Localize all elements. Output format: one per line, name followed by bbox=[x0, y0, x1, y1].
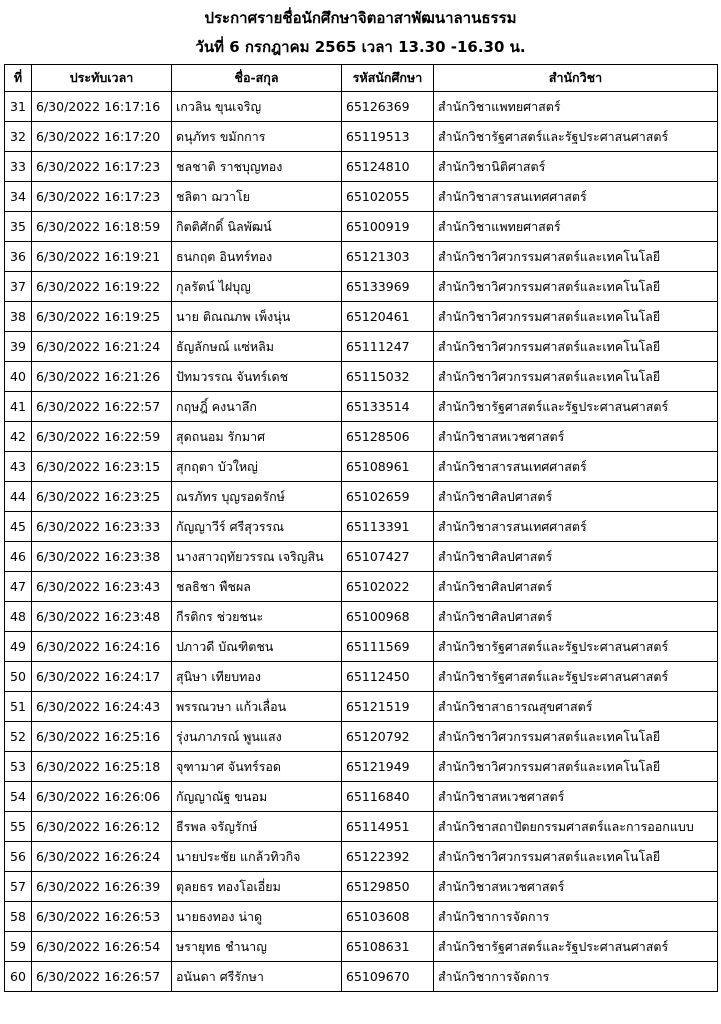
row-number: 32 bbox=[5, 122, 32, 152]
row-number: 52 bbox=[5, 722, 32, 752]
row-faculty: สำนักวิชาสารสนเทศศาสตร์ bbox=[434, 182, 718, 212]
table-row bbox=[5, 632, 718, 662]
row-timestamp: 6/30/2022 16:25:18 bbox=[32, 752, 172, 782]
table-row bbox=[5, 842, 718, 872]
row-student-id: 65133514 bbox=[342, 392, 434, 422]
table-row bbox=[5, 722, 718, 752]
row-number: 48 bbox=[5, 602, 32, 632]
row-timestamp: 6/30/2022 16:26:57 bbox=[32, 962, 172, 992]
row-number: 33 bbox=[5, 152, 32, 182]
table-row bbox=[5, 362, 718, 392]
row-faculty: สำนักวิชาสถาปัตยกรรมศาสตร์และการออกแบบ bbox=[434, 812, 718, 842]
row-number: 53 bbox=[5, 752, 32, 782]
row-timestamp: 6/30/2022 16:17:23 bbox=[32, 152, 172, 182]
row-name: สุดถนอม รักมาศ bbox=[172, 422, 342, 452]
table-body bbox=[5, 92, 718, 992]
row-name: ธนกฤต อินทร์ทอง bbox=[172, 242, 342, 272]
row-faculty: สำนักวิชารัฐศาสตร์และรัฐประศาสนศาสตร์ bbox=[434, 122, 718, 152]
row-faculty: สำนักวิชาสาธารณสุขศาสตร์ bbox=[434, 692, 718, 722]
row-student-id: 65121949 bbox=[342, 752, 434, 782]
column-header-student-id: รหัสนักศึกษา bbox=[342, 65, 434, 92]
row-student-id: 65128506 bbox=[342, 422, 434, 452]
table-row bbox=[5, 182, 718, 212]
row-number: 57 bbox=[5, 872, 32, 902]
row-number: 56 bbox=[5, 842, 32, 872]
row-name: ชลชาติ ราชบุญทอง bbox=[172, 152, 342, 182]
row-timestamp: 6/30/2022 16:26:54 bbox=[32, 932, 172, 962]
row-name: กุลรัตน์ ไฝบุญ bbox=[172, 272, 342, 302]
row-timestamp: 6/30/2022 16:23:25 bbox=[32, 482, 172, 512]
row-student-id: 65111247 bbox=[342, 332, 434, 362]
row-timestamp: 6/30/2022 16:21:26 bbox=[32, 362, 172, 392]
table-row bbox=[5, 272, 718, 302]
row-timestamp: 6/30/2022 16:22:57 bbox=[32, 392, 172, 422]
table-row bbox=[5, 962, 718, 992]
row-student-id: 65115032 bbox=[342, 362, 434, 392]
row-timestamp: 6/30/2022 16:17:23 bbox=[32, 182, 172, 212]
row-name: นางสาวฤทัยวรรณ เจริญสิน bbox=[172, 542, 342, 572]
row-faculty: สำนักวิชารัฐศาสตร์และรัฐประศาสนศาสตร์ bbox=[434, 662, 718, 692]
row-name: นายประชัย แกล้วทิวกิจ bbox=[172, 842, 342, 872]
row-number: 35 bbox=[5, 212, 32, 242]
row-faculty: สำนักวิชาสหเวชศาสตร์ bbox=[434, 422, 718, 452]
row-number: 59 bbox=[5, 932, 32, 962]
row-student-id: 65120792 bbox=[342, 722, 434, 752]
row-student-id: 65100919 bbox=[342, 212, 434, 242]
row-number: 42 bbox=[5, 422, 32, 452]
row-number: 47 bbox=[5, 572, 32, 602]
row-number: 60 bbox=[5, 962, 32, 992]
row-faculty: สำนักวิชาวิศวกรรมศาสตร์และเทคโนโลยี bbox=[434, 752, 718, 782]
table-row bbox=[5, 932, 718, 962]
row-faculty: สำนักวิชาแพทยศาสตร์ bbox=[434, 92, 718, 122]
row-name: อนันดา ศรีรักษา bbox=[172, 962, 342, 992]
row-faculty: สำนักวิชาสารสนเทศศาสตร์ bbox=[434, 452, 718, 482]
row-faculty: สำนักวิชาสหเวชศาสตร์ bbox=[434, 782, 718, 812]
row-timestamp: 6/30/2022 16:23:43 bbox=[32, 572, 172, 602]
row-student-id: 65107427 bbox=[342, 542, 434, 572]
table-header-row bbox=[5, 65, 718, 92]
row-student-id: 65109670 bbox=[342, 962, 434, 992]
row-faculty: สำนักวิชาวิศวกรรมศาสตร์และเทคโนโลยี bbox=[434, 842, 718, 872]
row-student-id: 65121519 bbox=[342, 692, 434, 722]
row-number: 31 bbox=[5, 92, 32, 122]
table-row bbox=[5, 542, 718, 572]
row-timestamp: 6/30/2022 16:24:43 bbox=[32, 692, 172, 722]
table-row bbox=[5, 212, 718, 242]
table-row bbox=[5, 752, 718, 782]
row-timestamp: 6/30/2022 16:26:39 bbox=[32, 872, 172, 902]
row-number: 50 bbox=[5, 662, 32, 692]
row-timestamp: 6/30/2022 16:26:53 bbox=[32, 902, 172, 932]
row-name: พรรณวษา แก้วเลื่อน bbox=[172, 692, 342, 722]
row-student-id: 65102022 bbox=[342, 572, 434, 602]
row-student-id: 65122392 bbox=[342, 842, 434, 872]
row-student-id: 65108961 bbox=[342, 452, 434, 482]
table-row bbox=[5, 902, 718, 932]
row-timestamp: 6/30/2022 16:17:16 bbox=[32, 92, 172, 122]
row-number: 43 bbox=[5, 452, 32, 482]
row-faculty: สำนักวิชารัฐศาสตร์และรัฐประศาสนศาสตร์ bbox=[434, 392, 718, 422]
row-student-id: 65114951 bbox=[342, 812, 434, 842]
row-student-id: 65133969 bbox=[342, 272, 434, 302]
row-name: รุ่งนภาภรณ์ พูนแสง bbox=[172, 722, 342, 752]
row-number: 36 bbox=[5, 242, 32, 272]
row-timestamp: 6/30/2022 16:23:15 bbox=[32, 452, 172, 482]
row-faculty: สำนักวิชาสารสนเทศศาสตร์ bbox=[434, 512, 718, 542]
row-faculty: สำนักวิชารัฐศาสตร์และรัฐประศาสนศาสตร์ bbox=[434, 632, 718, 662]
row-number: 39 bbox=[5, 332, 32, 362]
row-timestamp: 6/30/2022 16:23:33 bbox=[32, 512, 172, 542]
row-name: กัญญาณัฐ ขนอม bbox=[172, 782, 342, 812]
row-student-id: 65102055 bbox=[342, 182, 434, 212]
row-student-id: 65112450 bbox=[342, 662, 434, 692]
table-row bbox=[5, 782, 718, 812]
row-name: ชลิตา ฌวาโย bbox=[172, 182, 342, 212]
row-timestamp: 6/30/2022 16:18:59 bbox=[32, 212, 172, 242]
row-number: 51 bbox=[5, 692, 32, 722]
row-number: 49 bbox=[5, 632, 32, 662]
row-timestamp: 6/30/2022 16:21:24 bbox=[32, 332, 172, 362]
row-faculty: สำนักวิชาศิลปศาสตร์ bbox=[434, 602, 718, 632]
column-header-faculty: สำนักวิชา bbox=[434, 65, 718, 92]
row-student-id: 65126369 bbox=[342, 92, 434, 122]
row-name: ชลธิชา พืชผล bbox=[172, 572, 342, 602]
row-name: ดนุภัทร ขมักการ bbox=[172, 122, 342, 152]
row-name: จุฑามาศ จันทร์รอด bbox=[172, 752, 342, 782]
table-row bbox=[5, 392, 718, 422]
page-subtitle-date: วันที่ 6 กรกฎาคม 2565 เวลา 13.30 -16.30 น. bbox=[195, 38, 526, 56]
table-row bbox=[5, 482, 718, 512]
row-faculty: สำนักวิชาศิลปศาสตร์ bbox=[434, 572, 718, 602]
row-faculty: สำนักวิชาวิศวกรรมศาสตร์และเทคโนโลยี bbox=[434, 242, 718, 272]
row-timestamp: 6/30/2022 16:26:12 bbox=[32, 812, 172, 842]
row-number: 54 bbox=[5, 782, 32, 812]
row-number: 40 bbox=[5, 362, 32, 392]
row-number: 55 bbox=[5, 812, 32, 842]
row-faculty: สำนักวิชาวิศวกรรมศาสตร์และเทคโนโลยี bbox=[434, 272, 718, 302]
row-name: สุกฤตา บัวใหญ่ bbox=[172, 452, 342, 482]
row-number: 45 bbox=[5, 512, 32, 542]
table-row bbox=[5, 242, 718, 272]
row-faculty: สำนักวิชาสหเวชศาสตร์ bbox=[434, 872, 718, 902]
row-name: ปัทมวรรณ จันทร์เดช bbox=[172, 362, 342, 392]
table-row bbox=[5, 452, 718, 482]
row-name: เกวลิน ขุนเจริญ bbox=[172, 92, 342, 122]
row-student-id: 65113391 bbox=[342, 512, 434, 542]
row-student-id: 65120461 bbox=[342, 302, 434, 332]
row-faculty: สำนักวิชาศิลปศาสตร์ bbox=[434, 542, 718, 572]
table-row bbox=[5, 332, 718, 362]
row-student-id: 65103608 bbox=[342, 902, 434, 932]
row-student-id: 65124810 bbox=[342, 152, 434, 182]
row-timestamp: 6/30/2022 16:19:25 bbox=[32, 302, 172, 332]
row-faculty: สำนักวิชาวิศวกรรมศาสตร์และเทคโนโลยี bbox=[434, 332, 718, 362]
row-student-id: 65111569 bbox=[342, 632, 434, 662]
row-faculty: สำนักวิชาวิศวกรรมศาสตร์และเทคโนโลยี bbox=[434, 302, 718, 332]
table-row bbox=[5, 812, 718, 842]
row-name: กฤษฎิ์ คงนาลึก bbox=[172, 392, 342, 422]
row-student-id: 65119513 bbox=[342, 122, 434, 152]
row-name: กิตติศักดิ์ นิลพัฒน์ bbox=[172, 212, 342, 242]
row-faculty: สำนักวิชาแพทยศาสตร์ bbox=[434, 212, 718, 242]
row-student-id: 65129850 bbox=[342, 872, 434, 902]
row-faculty: สำนักวิชารัฐศาสตร์และรัฐประศาสนศาสตร์ bbox=[434, 932, 718, 962]
row-name: ษรายุทธ ชำนาญ bbox=[172, 932, 342, 962]
row-name: กีรติกร ช่วยชนะ bbox=[172, 602, 342, 632]
table-row bbox=[5, 602, 718, 632]
row-number: 37 bbox=[5, 272, 32, 302]
row-name: ปภาวดี บัณฑิตชน bbox=[172, 632, 342, 662]
row-number: 38 bbox=[5, 302, 32, 332]
column-header-timestamp: ประทับเวลา bbox=[32, 65, 172, 92]
row-faculty: สำนักวิชาการจัดการ bbox=[434, 962, 718, 992]
row-number: 41 bbox=[5, 392, 32, 422]
row-number: 44 bbox=[5, 482, 32, 512]
table-row bbox=[5, 422, 718, 452]
row-timestamp: 6/30/2022 16:25:16 bbox=[32, 722, 172, 752]
column-header-name: ชื่อ-สกุล bbox=[172, 65, 342, 92]
row-name: ตุลยธร ทองโอเอี่ยม bbox=[172, 872, 342, 902]
row-number: 58 bbox=[5, 902, 32, 932]
row-timestamp: 6/30/2022 16:26:06 bbox=[32, 782, 172, 812]
row-timestamp: 6/30/2022 16:24:17 bbox=[32, 662, 172, 692]
row-name: สุนิษา เทียบทอง bbox=[172, 662, 342, 692]
row-name: ณรภัทร บุญรอดรักษ์ bbox=[172, 482, 342, 512]
row-timestamp: 6/30/2022 16:17:20 bbox=[32, 122, 172, 152]
volunteer-table bbox=[4, 64, 718, 992]
row-name: นายธงทอง น่าดู bbox=[172, 902, 342, 932]
row-timestamp: 6/30/2022 16:23:48 bbox=[32, 602, 172, 632]
row-name: กัญญาวีร์ ศรีสุวรรณ bbox=[172, 512, 342, 542]
row-name: นาย ติณณภพ เพ็งนุ่น bbox=[172, 302, 342, 332]
row-timestamp: 6/30/2022 16:26:24 bbox=[32, 842, 172, 872]
table-row bbox=[5, 512, 718, 542]
column-header-number: ที่ bbox=[5, 65, 32, 92]
row-faculty: สำนักวิชาวิศวกรรมศาสตร์และเทคโนโลยี bbox=[434, 362, 718, 392]
row-number: 46 bbox=[5, 542, 32, 572]
row-student-id: 65121303 bbox=[342, 242, 434, 272]
row-student-id: 65102659 bbox=[342, 482, 434, 512]
row-faculty: สำนักวิชานิติศาสตร์ bbox=[434, 152, 718, 182]
row-name: ธัญลักษณ์ แซ่หลิม bbox=[172, 332, 342, 362]
row-timestamp: 6/30/2022 16:24:16 bbox=[32, 632, 172, 662]
table-row bbox=[5, 572, 718, 602]
table-row bbox=[5, 692, 718, 722]
table-row bbox=[5, 302, 718, 332]
row-name: ธีรพล จรัญรักษ์ bbox=[172, 812, 342, 842]
table-row bbox=[5, 122, 718, 152]
row-student-id: 65116840 bbox=[342, 782, 434, 812]
page-title: ประกาศรายชื่อนักศึกษาจิตอาสาพัฒนาลานธรรม bbox=[204, 9, 517, 27]
row-number: 34 bbox=[5, 182, 32, 212]
table-row bbox=[5, 92, 718, 122]
row-faculty: สำนักวิชาการจัดการ bbox=[434, 902, 718, 932]
table-row bbox=[5, 152, 718, 182]
row-student-id: 65108631 bbox=[342, 932, 434, 962]
row-faculty: สำนักวิชาศิลปศาสตร์ bbox=[434, 482, 718, 512]
table-row bbox=[5, 662, 718, 692]
row-student-id: 65100968 bbox=[342, 602, 434, 632]
row-timestamp: 6/30/2022 16:19:22 bbox=[32, 272, 172, 302]
row-timestamp: 6/30/2022 16:19:21 bbox=[32, 242, 172, 272]
row-faculty: สำนักวิชาวิศวกรรมศาสตร์และเทคโนโลยี bbox=[434, 722, 718, 752]
row-timestamp: 6/30/2022 16:22:59 bbox=[32, 422, 172, 452]
table-row bbox=[5, 872, 718, 902]
row-timestamp: 6/30/2022 16:23:38 bbox=[32, 542, 172, 572]
